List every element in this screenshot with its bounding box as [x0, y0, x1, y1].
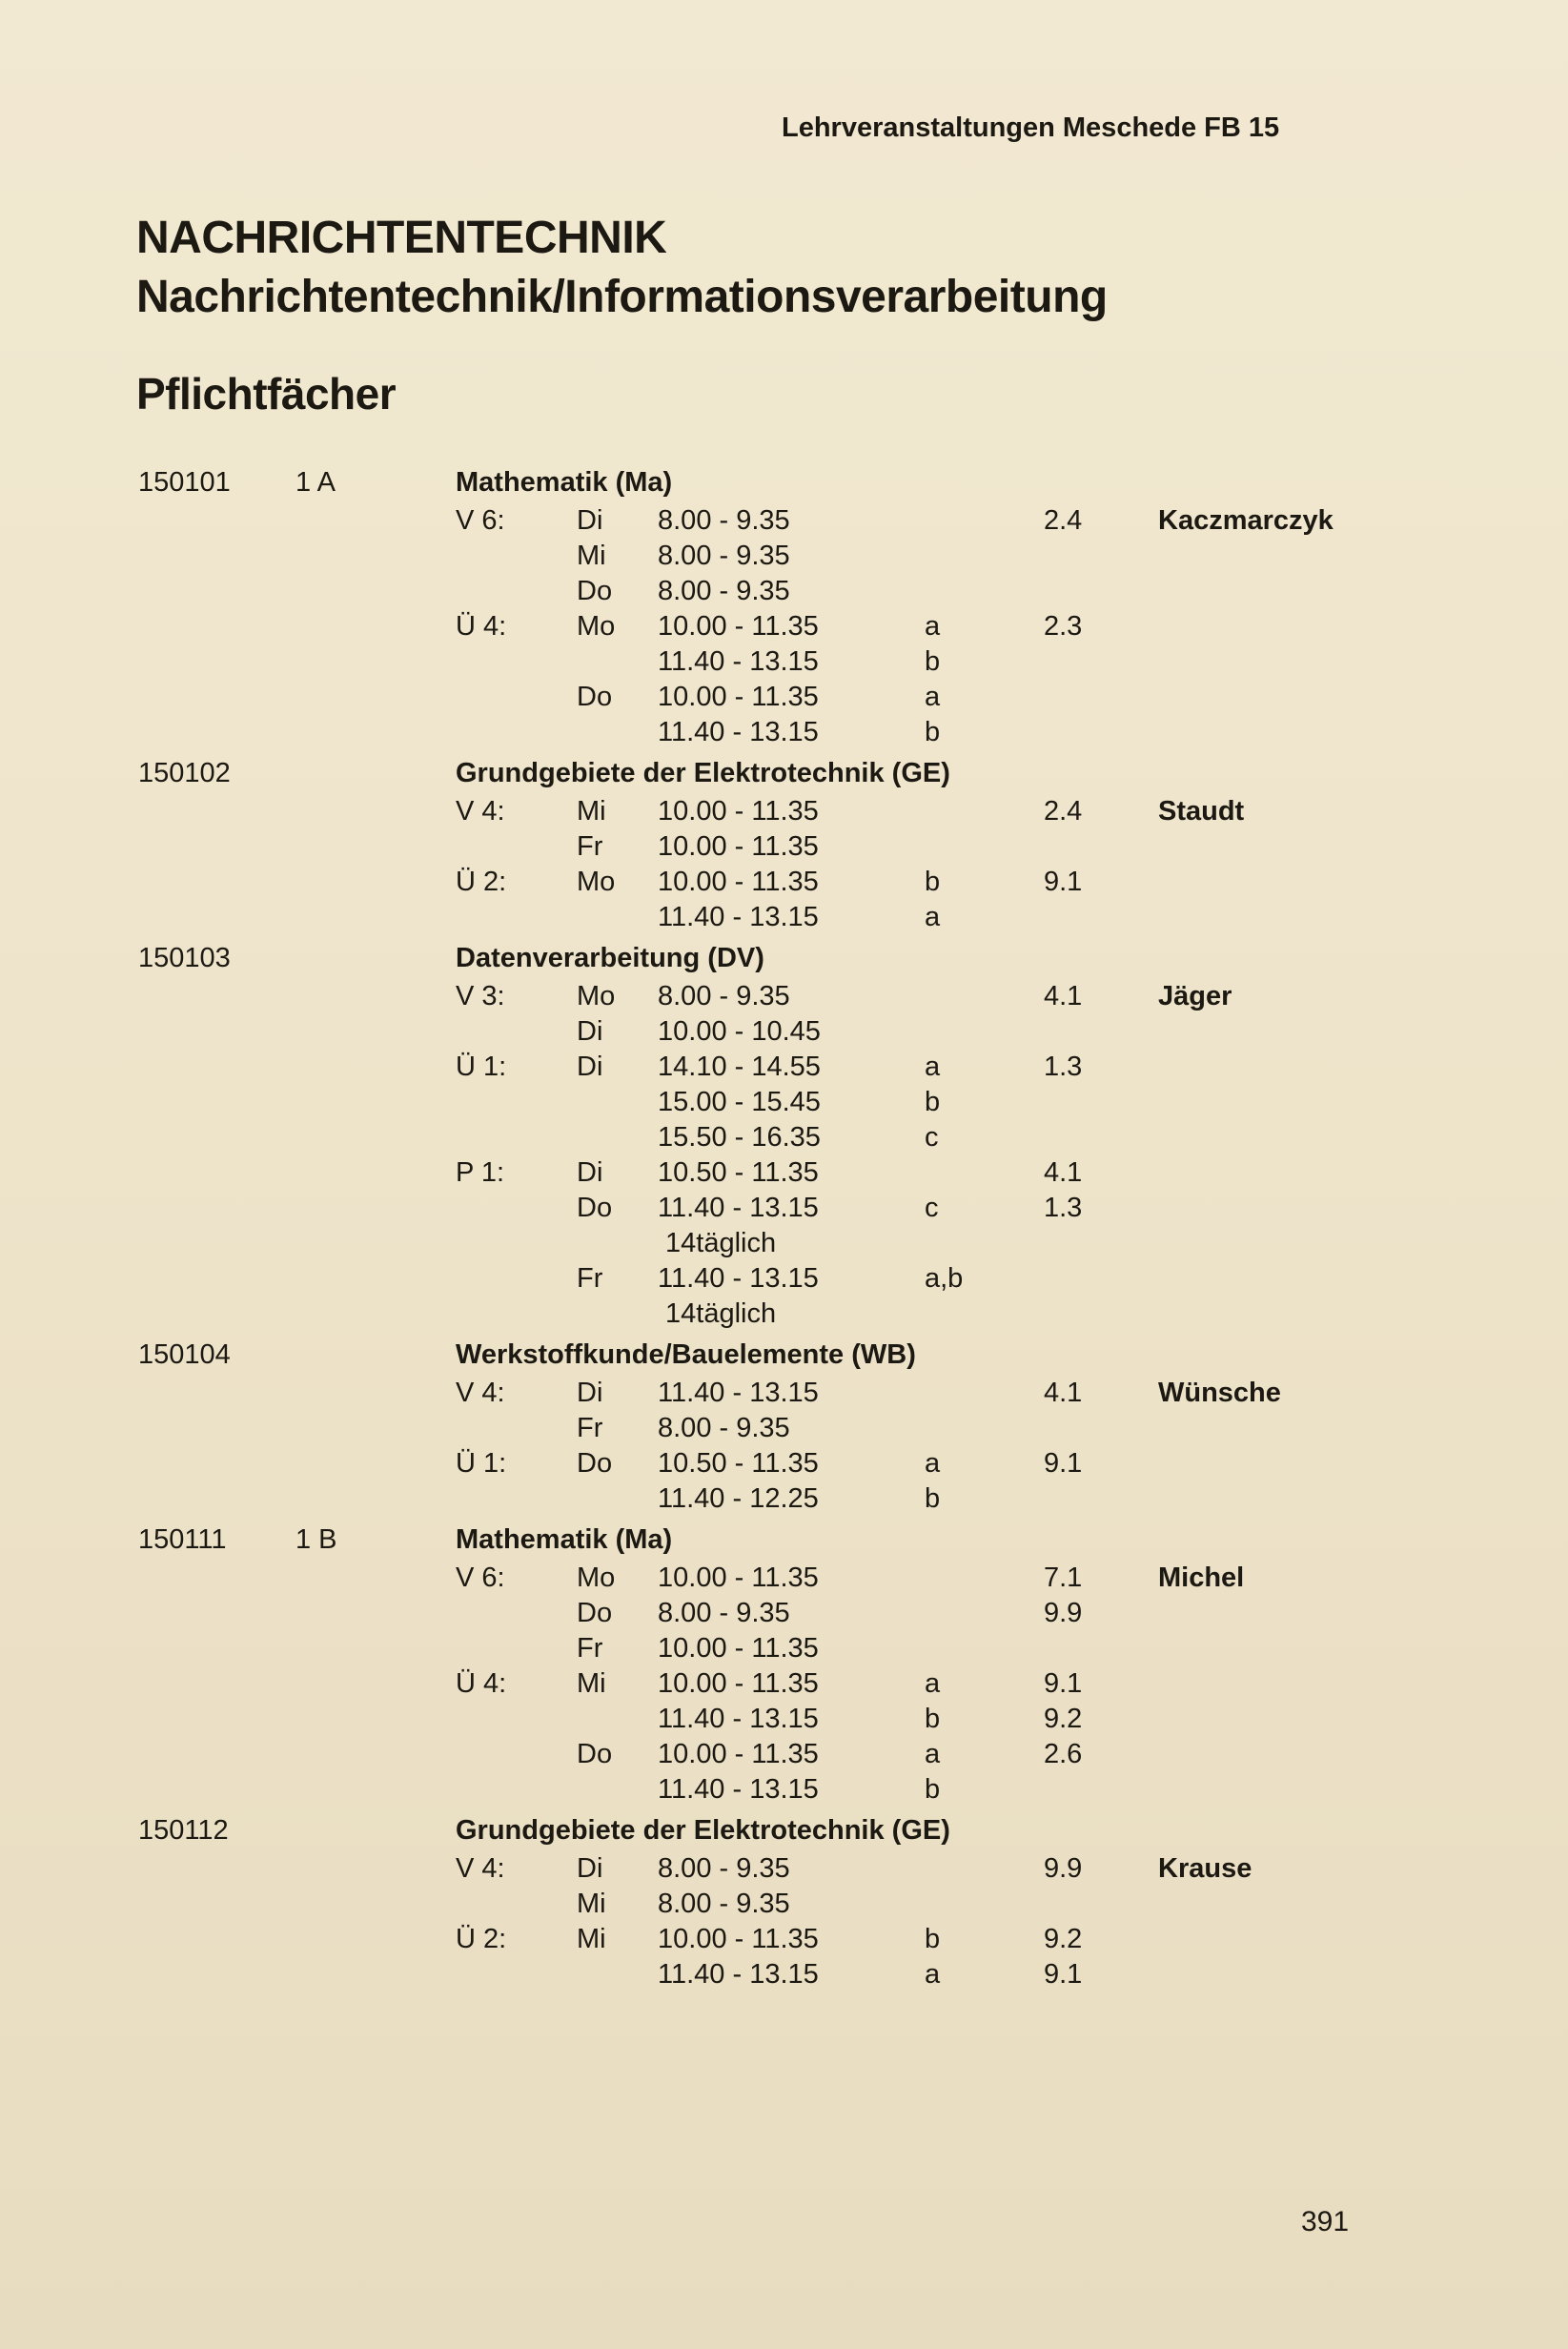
schedule-line [0, 1193, 1568, 1228]
session-day: Mi [577, 541, 606, 571]
session-group: b [925, 1483, 941, 1514]
section-title: NACHRICHTENTECHNIK [136, 213, 667, 263]
session-note: 14täglich [665, 1298, 777, 1329]
schedule-line [0, 1483, 1568, 1519]
session-time: 11.40 - 13.15 [658, 1774, 819, 1805]
course-semester: 1 B [295, 1524, 337, 1555]
course-title: Datenverarbeitung (DV) [456, 943, 764, 973]
schedule-line [0, 902, 1568, 937]
session-time: 10.00 - 11.35 [658, 867, 819, 897]
page-number: 391 [1301, 2206, 1350, 2237]
session-room: 9.1 [1044, 1959, 1083, 1990]
session-time: 8.00 - 9.35 [658, 1853, 790, 1884]
schedule-line [0, 831, 1568, 867]
session-room: 4.1 [1044, 1378, 1083, 1408]
session-room: 4.1 [1044, 1157, 1083, 1188]
session-group: a [925, 682, 941, 712]
session-time: 11.40 - 13.15 [658, 1193, 819, 1223]
session-time: 15.50 - 16.35 [658, 1122, 821, 1153]
session-room: 9.9 [1044, 1853, 1083, 1884]
session-day: Mo [577, 611, 616, 642]
course-entry [0, 467, 1568, 752]
schedule-line [0, 1739, 1568, 1774]
session-room: 2.6 [1044, 1739, 1083, 1769]
session-room: 2.4 [1044, 796, 1083, 827]
course-header [0, 467, 1568, 505]
course-entry [0, 1815, 1568, 1994]
session-day: Do [577, 1739, 613, 1769]
session-time: 8.00 - 9.35 [658, 576, 790, 606]
session-time: 10.00 - 11.35 [658, 1563, 819, 1593]
course-header [0, 758, 1568, 796]
schedule-line [0, 1889, 1568, 1924]
schedule-line [0, 1378, 1568, 1413]
session-type: Ü 1: [456, 1448, 507, 1479]
course-header [0, 1524, 1568, 1563]
session-room: 7.1 [1044, 1563, 1083, 1593]
session-group: a [925, 1448, 941, 1479]
session-type: Ü 2: [456, 1924, 507, 1954]
schedule-line [0, 646, 1568, 682]
course-title: Grundgebiete der Elektrotechnik (GE) [456, 1815, 950, 1846]
session-time: 10.00 - 11.35 [658, 1924, 819, 1954]
course-code: 150104 [138, 1339, 231, 1370]
lecturer-name: Krause [1158, 1853, 1252, 1884]
session-group: b [925, 646, 941, 677]
schedule-line [0, 796, 1568, 831]
session-time: 15.00 - 15.45 [658, 1087, 821, 1117]
session-group: b [925, 1704, 941, 1734]
session-group: a [925, 1052, 941, 1082]
lecturer-name: Staudt [1158, 796, 1245, 827]
session-room: 4.1 [1044, 981, 1083, 1011]
session-day: Fr [577, 1633, 603, 1664]
session-group: b [925, 1924, 941, 1954]
session-room: 9.2 [1044, 1704, 1083, 1734]
session-group: b [925, 717, 941, 747]
schedule-line [0, 717, 1568, 752]
session-room: 9.1 [1044, 867, 1083, 897]
course-code: 150103 [138, 943, 231, 973]
session-type: Ü 1: [456, 1052, 507, 1082]
course-header [0, 943, 1568, 981]
lecturer-name: Michel [1158, 1563, 1245, 1593]
session-group: a [925, 902, 941, 932]
session-room: 9.2 [1044, 1924, 1083, 1954]
schedule-line [0, 1598, 1568, 1633]
session-day: Mi [577, 796, 606, 827]
session-group: a [925, 611, 941, 642]
session-time: 11.40 - 13.15 [658, 1378, 819, 1408]
schedule-line [0, 1016, 1568, 1052]
lecturer-name: Kaczmarczyk [1158, 505, 1334, 536]
session-time: 10.00 - 11.35 [658, 796, 819, 827]
schedule-line [0, 541, 1568, 576]
lecturer-name: Jäger [1158, 981, 1232, 1011]
session-day: Do [577, 1448, 613, 1479]
session-note: 14täglich [665, 1228, 777, 1258]
session-type: V 4: [456, 796, 505, 827]
session-group: b [925, 867, 941, 897]
session-day: Mo [577, 867, 616, 897]
session-time: 8.00 - 9.35 [658, 1413, 790, 1443]
session-time: 8.00 - 9.35 [658, 981, 790, 1011]
course-entry [0, 1524, 1568, 1809]
schedule-line [0, 1924, 1568, 1959]
schedule-line [0, 1853, 1568, 1889]
schedule-line [0, 1263, 1568, 1298]
session-group: c [925, 1122, 939, 1153]
course-header [0, 1339, 1568, 1378]
session-day: Di [577, 1157, 603, 1188]
session-type: Ü 4: [456, 611, 507, 642]
course-code: 150111 [138, 1524, 227, 1555]
session-day: Do [577, 1193, 613, 1223]
course-entry [0, 1339, 1568, 1519]
session-type: V 4: [456, 1378, 505, 1408]
running-header: Lehrveranstaltungen Meschede FB 15 [782, 112, 1280, 143]
schedule-line [0, 682, 1568, 717]
session-type: Ü 2: [456, 867, 507, 897]
session-group: b [925, 1774, 941, 1805]
session-time: 10.00 - 11.35 [658, 611, 819, 642]
session-time: 10.00 - 11.35 [658, 1739, 819, 1769]
course-title: Mathematik (Ma) [456, 1524, 673, 1555]
course-entry [0, 758, 1568, 937]
session-room: 9.1 [1044, 1668, 1083, 1699]
course-title: Mathematik (Ma) [456, 467, 673, 498]
session-type: Ü 4: [456, 1668, 507, 1699]
schedule-line [0, 505, 1568, 541]
session-time: 10.00 - 11.35 [658, 1668, 819, 1699]
session-day: Fr [577, 1413, 603, 1443]
session-time: 10.00 - 11.35 [658, 1633, 819, 1664]
course-entry [0, 943, 1568, 1334]
course-header [0, 1815, 1568, 1853]
schedule-line [0, 1668, 1568, 1704]
section-subtitle: Nachrichtentechnik/Informationsverarbeitung [136, 272, 1108, 322]
session-day: Mi [577, 1889, 606, 1919]
schedule-line [0, 1413, 1568, 1448]
session-type: V 6: [456, 505, 505, 536]
session-room: 2.3 [1044, 611, 1083, 642]
session-time: 11.40 - 12.25 [658, 1483, 819, 1514]
session-day: Di [577, 1853, 603, 1884]
session-time: 10.50 - 11.35 [658, 1157, 819, 1188]
session-day: Mo [577, 981, 616, 1011]
session-time: 14.10 - 14.55 [658, 1052, 821, 1082]
schedule-line [0, 576, 1568, 611]
session-day: Do [577, 576, 613, 606]
session-time: 10.00 - 10.45 [658, 1016, 821, 1047]
session-group: b [925, 1087, 941, 1117]
session-day: Di [577, 505, 603, 536]
session-day: Mi [577, 1924, 606, 1954]
schedule-line [0, 1448, 1568, 1483]
session-day: Di [577, 1378, 603, 1408]
session-time: 8.00 - 9.35 [658, 1598, 790, 1628]
schedule-line [0, 1633, 1568, 1668]
schedule-line [0, 1052, 1568, 1087]
session-group: c [925, 1193, 939, 1223]
session-room: 1.3 [1044, 1193, 1083, 1223]
session-group: a [925, 1739, 941, 1769]
schedule-line [0, 1563, 1568, 1598]
session-group: a [925, 1668, 941, 1699]
session-type: P 1: [456, 1157, 505, 1188]
session-day: Do [577, 682, 613, 712]
session-time: 10.00 - 11.35 [658, 831, 819, 862]
schedule-line [0, 611, 1568, 646]
schedule-line [0, 981, 1568, 1016]
session-day: Di [577, 1052, 603, 1082]
session-time: 11.40 - 13.15 [658, 646, 819, 677]
schedule-line [0, 1704, 1568, 1739]
session-day: Fr [577, 1263, 603, 1294]
course-list [0, 467, 1568, 1994]
session-group: a [925, 1959, 941, 1990]
session-time: 11.40 - 13.15 [658, 1959, 819, 1990]
session-time: 11.40 - 13.15 [658, 1263, 819, 1294]
schedule-line [0, 1122, 1568, 1157]
session-time: 11.40 - 13.15 [658, 902, 819, 932]
category-heading: Pflichtfächer [136, 369, 397, 419]
session-time: 8.00 - 9.35 [658, 541, 790, 571]
session-room: 9.1 [1044, 1448, 1083, 1479]
schedule-line [0, 1959, 1568, 1994]
session-time: 8.00 - 9.35 [658, 1889, 790, 1919]
schedule-line [0, 1228, 1568, 1263]
course-code: 150112 [138, 1815, 229, 1846]
course-code: 150101 [138, 467, 231, 498]
session-time: 11.40 - 13.15 [658, 1704, 819, 1734]
session-type: V 4: [456, 1853, 505, 1884]
session-type: V 6: [456, 1563, 505, 1593]
session-room: 1.3 [1044, 1052, 1083, 1082]
schedule-line [0, 1087, 1568, 1122]
course-semester: 1 A [295, 467, 336, 498]
session-day: Mo [577, 1563, 616, 1593]
session-time: 10.00 - 11.35 [658, 682, 819, 712]
session-day: Do [577, 1598, 613, 1628]
session-room: 2.4 [1044, 505, 1083, 536]
session-time: 11.40 - 13.15 [658, 717, 819, 747]
schedule-line [0, 1298, 1568, 1334]
schedule-line [0, 867, 1568, 902]
lecturer-name: Wünsche [1158, 1378, 1281, 1408]
session-day: Mi [577, 1668, 606, 1699]
course-title: Grundgebiete der Elektrotechnik (GE) [456, 758, 950, 788]
session-time: 8.00 - 9.35 [658, 505, 790, 536]
session-type: V 3: [456, 981, 505, 1011]
session-group: a,b [925, 1263, 964, 1294]
session-time: 10.50 - 11.35 [658, 1448, 819, 1479]
course-code: 150102 [138, 758, 231, 788]
session-day: Fr [577, 831, 603, 862]
schedule-line [0, 1774, 1568, 1809]
session-day: Di [577, 1016, 603, 1047]
course-title: Werkstoffkunde/Bauelemente (WB) [456, 1339, 916, 1370]
schedule-line [0, 1157, 1568, 1193]
session-room: 9.9 [1044, 1598, 1083, 1628]
